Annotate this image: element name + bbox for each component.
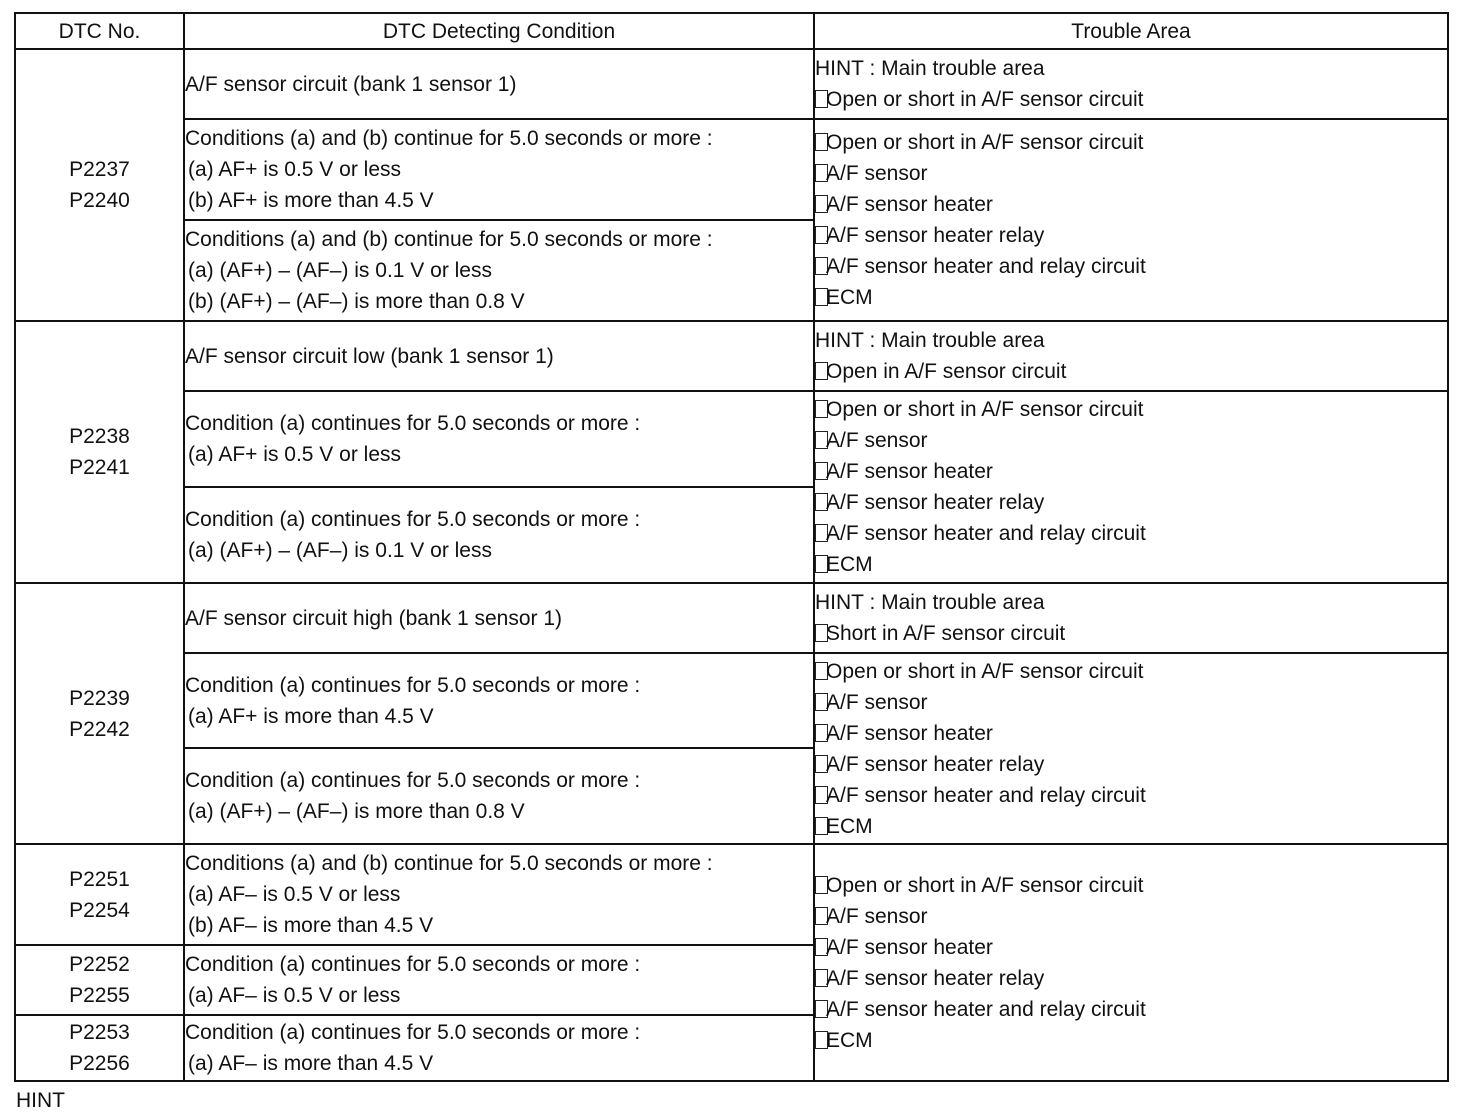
trouble-area-item: A/F sensor heater and relay circuit: [815, 251, 1447, 282]
condition-text: A/F sensor circuit low (bank 1 sensor 1): [185, 344, 554, 368]
condition-cell: [184, 653, 814, 748]
condition-text: (a) (AF+) – (AF–) is 0.1 V or less: [188, 539, 492, 562]
condition-text: Condition (a) continues for 5.0 seconds or more :: [185, 412, 641, 435]
trouble-area-item: A/F sensor heater: [815, 456, 1447, 487]
hint-item: Open or short in A/F sensor circuit: [815, 84, 1447, 115]
hint-item: Open in A/F sensor circuit: [815, 356, 1447, 387]
table-row: [15, 583, 1448, 653]
trouble-area-item: A/F sensor heater relay: [815, 963, 1447, 994]
hint-cell: [814, 583, 1448, 653]
trouble-area-item: Open or short in A/F sensor circuit: [815, 656, 1447, 687]
condition-cell: [184, 220, 814, 321]
condition-text: Condition (a) continues for 5.0 seconds or more :: [185, 769, 641, 792]
dtc-code: P2240: [69, 189, 130, 212]
condition-cell: [184, 583, 814, 653]
dtc-code-cell: [15, 945, 184, 1015]
condition-text: (a) AF+ is more than 4.5 V: [188, 704, 434, 728]
trouble-area-item: A/F sensor: [815, 158, 1447, 189]
dtc-code: P2251: [69, 867, 130, 891]
condition-cell: [184, 487, 814, 583]
table-header-row: [15, 13, 1448, 49]
dtc-code: P2238: [69, 425, 130, 448]
condition-text: (a) (AF+) – (AF–) is 0.1 V or less: [188, 259, 492, 282]
condition-text: Conditions (a) and (b) continue for 5.0 seconds or more :: [185, 228, 713, 251]
condition-text: (a) AF– is 0.5 V or less: [188, 984, 401, 1007]
condition-text: (a) AF+ is 0.5 V or less: [188, 158, 401, 181]
trouble-area-item: A/F sensor heater: [815, 932, 1447, 963]
trouble-area-item: A/F sensor: [815, 425, 1447, 456]
trouble-area-item: A/F sensor heater and relay circuit: [815, 780, 1447, 811]
header-dtc-no: DTC No.: [15, 13, 184, 49]
hint-title: HINT : Main trouble area: [815, 329, 1045, 352]
condition-text: (b) AF+ is more than 4.5 V: [188, 189, 434, 212]
table-row: [15, 653, 1448, 748]
hint-item: Short in A/F sensor circuit: [815, 618, 1447, 649]
condition-cell: [184, 748, 814, 844]
trouble-area-cell: [814, 653, 1448, 844]
condition-text: (b) (AF+) – (AF–) is more than 0.8 V: [188, 290, 525, 313]
condition-text: Condition (a) continues for 5.0 seconds or more :: [185, 1021, 641, 1044]
dtc-code-cell: [15, 844, 184, 945]
dtc-code: P2252: [69, 953, 130, 976]
hint-title: HINT : Main trouble area: [815, 57, 1045, 80]
dtc-code: P2254: [69, 898, 130, 922]
trouble-area-item: ECM: [815, 549, 1447, 580]
dtc-code: P2241: [69, 456, 130, 479]
condition-text: Condition (a) continues for 5.0 seconds or more :: [185, 673, 641, 697]
trouble-area-cell: [814, 844, 1448, 1081]
trouble-area-item: ECM: [815, 811, 1447, 842]
hint-cell: [814, 321, 1448, 391]
table-row: [15, 844, 1448, 945]
header-trouble-area: Trouble Area: [814, 13, 1448, 49]
condition-text: Conditions (a) and (b) continue for 5.0 seconds or more :: [185, 127, 713, 150]
condition-cell: [184, 945, 814, 1015]
condition-text: Conditions (a) and (b) continue for 5.0 seconds or more :: [185, 852, 713, 875]
hint-cell: [814, 49, 1448, 119]
trouble-area-cell: [814, 391, 1448, 583]
trouble-area-item: Open or short in A/F sensor circuit: [815, 394, 1447, 425]
table-row: [15, 391, 1448, 487]
condition-text: (b) AF– is more than 4.5 V: [188, 914, 434, 937]
trouble-area-item: A/F sensor heater relay: [815, 487, 1447, 518]
trouble-area-item: A/F sensor heater and relay circuit: [815, 994, 1447, 1025]
table-row: [15, 321, 1448, 391]
dtc-code-cell: [15, 321, 184, 583]
dtc-code-cell: [15, 49, 184, 321]
condition-text: A/F sensor circuit (bank 1 sensor 1): [185, 72, 517, 96]
dtc-code: P2242: [69, 717, 130, 741]
table-row: [15, 49, 1448, 119]
dtc-code-cell: [15, 583, 184, 844]
header-detecting-condition: DTC Detecting Condition: [184, 13, 814, 49]
dtc-table: [14, 12, 1449, 1082]
trouble-area-item: A/F sensor heater and relay circuit: [815, 518, 1447, 549]
dtc-code: P2239: [69, 686, 130, 710]
trouble-area-item: A/F sensor: [815, 901, 1447, 932]
condition-cell: [184, 321, 814, 391]
trouble-area-item: ECM: [815, 1025, 1447, 1056]
trouble-area-item: Open or short in A/F sensor circuit: [815, 127, 1447, 158]
condition-cell: [184, 844, 814, 945]
condition-text: A/F sensor circuit high (bank 1 sensor 1): [185, 606, 562, 630]
condition-text: Condition (a) continues for 5.0 seconds or more :: [185, 508, 641, 531]
condition-text: (a) AF– is more than 4.5 V: [188, 1052, 434, 1075]
trouble-area-item: A/F sensor heater: [815, 718, 1447, 749]
dtc-code-cell: [15, 1015, 184, 1081]
trouble-area-cell: [814, 119, 1448, 321]
dtc-code: P2253: [69, 1021, 130, 1044]
condition-cell: [184, 49, 814, 119]
dtc-code: P2256: [69, 1052, 130, 1075]
condition-text: (a) (AF+) – (AF–) is more than 0.8 V: [188, 800, 525, 823]
trouble-area-item: Open or short in A/F sensor circuit: [815, 870, 1447, 901]
dtc-code: P2237: [69, 158, 130, 181]
condition-text: (a) AF+ is 0.5 V or less: [188, 443, 401, 466]
trouble-area-item: A/F sensor heater relay: [815, 220, 1447, 251]
table-row: [15, 119, 1448, 220]
condition-cell: [184, 119, 814, 220]
condition-cell: [184, 1015, 814, 1081]
dtc-code: P2255: [69, 984, 130, 1007]
condition-text: Condition (a) continues for 5.0 seconds or more :: [185, 953, 641, 976]
condition-text: (a) AF– is 0.5 V or less: [188, 883, 401, 906]
trouble-area-item: A/F sensor heater relay: [815, 749, 1447, 780]
trouble-area-item: ECM: [815, 282, 1447, 313]
hint-title: HINT : Main trouble area: [815, 591, 1045, 614]
footer-hint-fragment: HINT: [16, 1089, 65, 1112]
condition-cell: [184, 391, 814, 487]
trouble-area-item: A/F sensor heater: [815, 189, 1447, 220]
trouble-area-item: A/F sensor: [815, 687, 1447, 718]
